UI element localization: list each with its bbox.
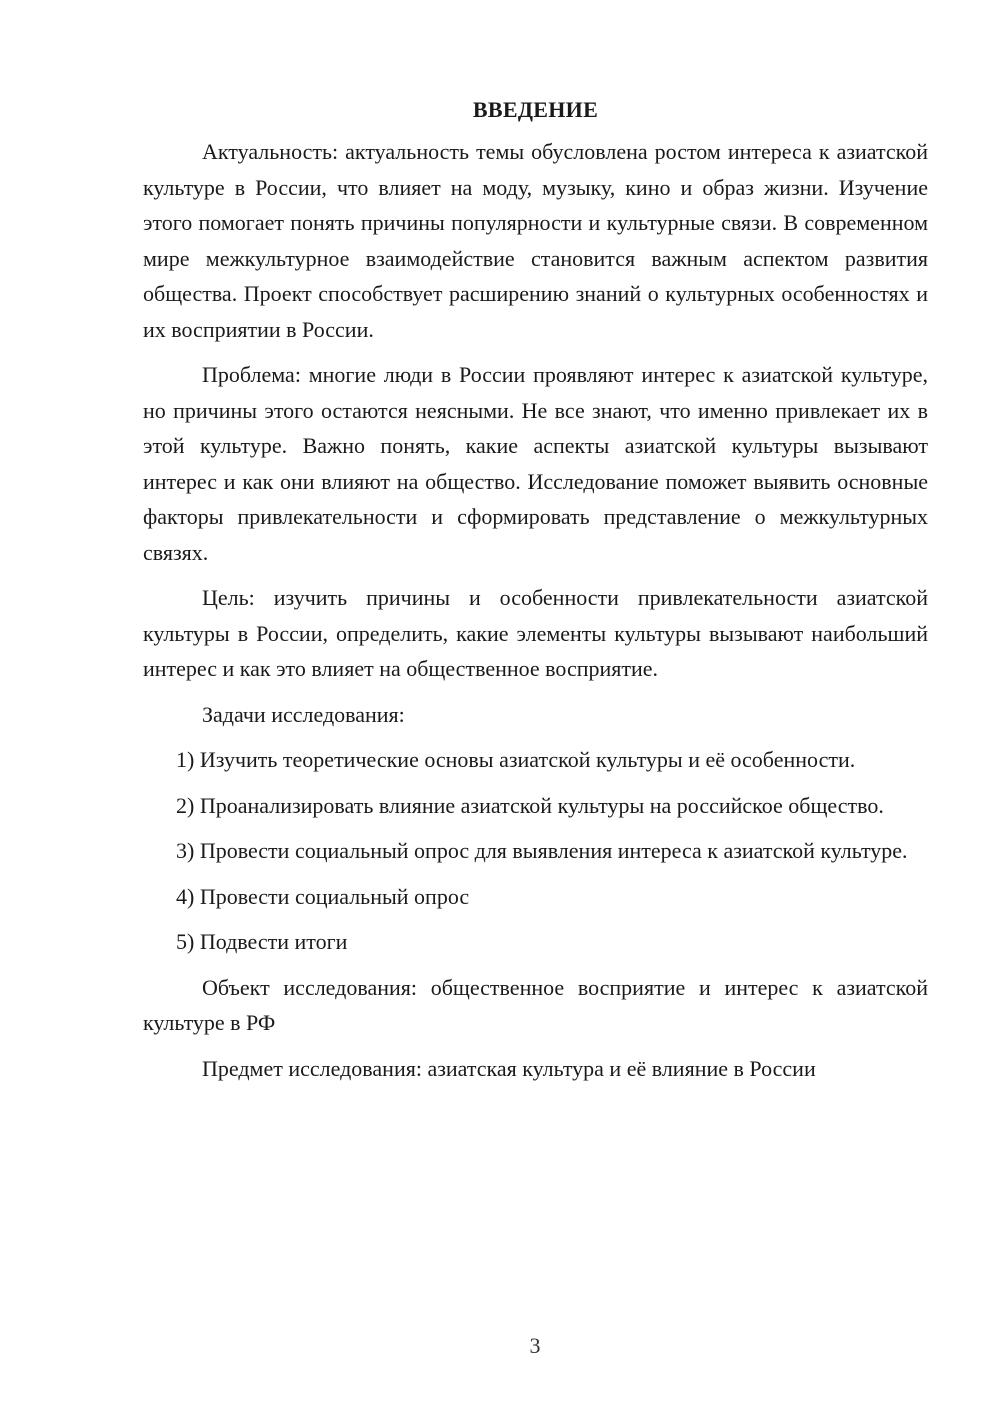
task-item: 5) Подвести итоги: [176, 929, 348, 954]
task-item: 4) Провести социальный опрос: [176, 883, 470, 909]
page-number: 3: [529, 1333, 541, 1358]
task-item: 2) Проанализировать влияние азиатской культуры на российское общество.: [176, 792, 884, 818]
page-title: ВВЕДЕНИЕ: [472, 97, 599, 122]
tasks-heading: Задачи исследования:: [202, 701, 405, 727]
goal-paragraph: Цель: изучить причины и особенности привлекательности азиатской культуры в России, определить, какие элементы культуры вызывают наибольший интерес и как это влияет на общественное восприятие.: [143, 585, 928, 681]
problem-paragraph: Проблема: многие люди в России проявляют интерес к азиатской культуре, но причины этого остаются неясными. Не все знают, что именно привлекает их в этой культуре. Важно понять, какие аспекты азиатской культуры вызывают интерес и как они влияют на общество. Исследование поможет выявить основные факторы привлекательности и сформировать представление о межкультурных связях.: [143, 362, 928, 565]
task-item: 1) Изучить теоретические основы азиатской культуры и её особенности.: [176, 747, 856, 772]
task-item: 3) Провести социальный опрос для выявления интереса к азиатской культуре.: [176, 838, 908, 863]
object-paragraph: Объект исследования: общественное восприятие и интерес к азиатской культуре в РФ: [143, 974, 928, 1035]
page-content: [143, 92, 928, 1086]
subject-paragraph: Предмет исследования: азиатская культура и её влияние в России: [202, 1055, 816, 1081]
relevance-paragraph: Актуальность: актуальность темы обусловлена ростом интереса к азиатской культуре в России, что влияет на моду, музыку, кино и образ жизни. Изучение этого помогает понять причины популярности и культурные связи. В современном мире межкультурное взаимодействие становится важным аспектом развития общества. Проект способствует расширению знаний о культурных особенностях и их восприятии в России.: [143, 139, 928, 342]
